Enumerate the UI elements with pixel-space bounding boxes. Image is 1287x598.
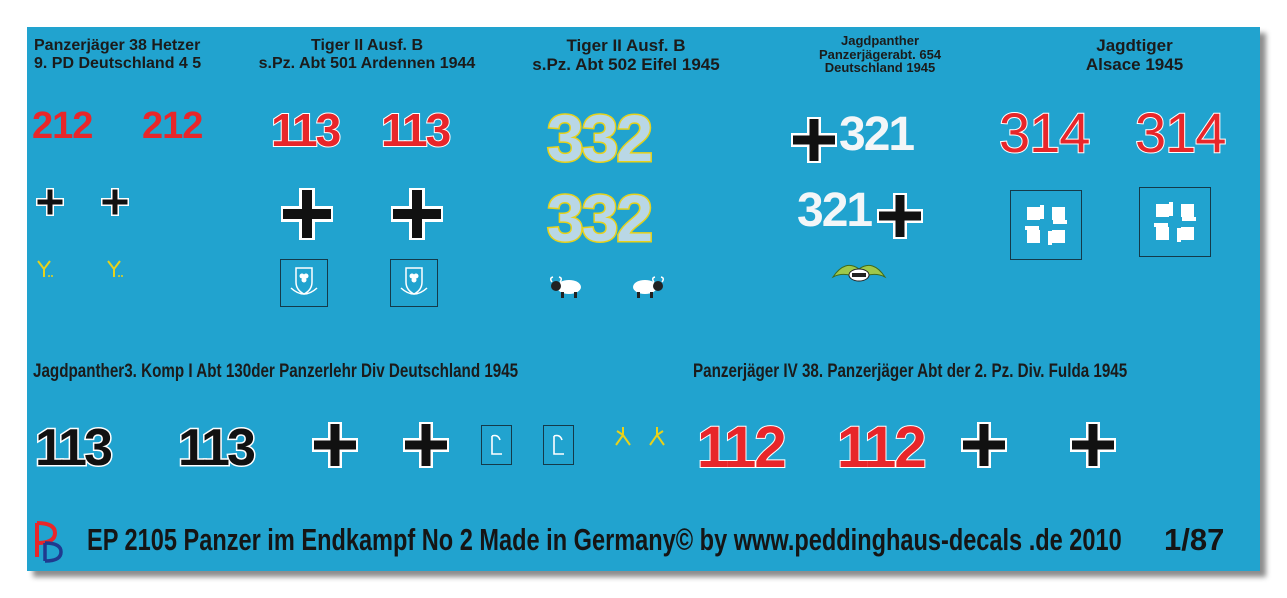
balkenkreuz-icon xyxy=(312,422,358,468)
scale-label: 1/87 xyxy=(1164,522,1225,557)
rune-emblem-icon xyxy=(613,425,633,447)
balkenkreuz-outline-icon xyxy=(1010,190,1082,260)
jagdpanther654-title: Jagdpanther xyxy=(840,33,919,48)
tiger502-subtitle: s.Pz. Abt 502 Eifel 1945 xyxy=(532,55,720,75)
hetzer-number-2: 212 xyxy=(142,105,203,147)
oakleaf-emblem-icon xyxy=(827,257,891,291)
balkenkreuz-icon xyxy=(1070,422,1116,468)
buffalo-emblem-icon xyxy=(547,275,587,299)
jagdtiger-subtitle: Alsace 1945 xyxy=(1085,55,1184,75)
footer-text: EP 2105 Panzer im Endkampf No 2 Made in Germany© by www.peddinghaus-decals .de 2010 xyxy=(87,522,1122,557)
buffalo-emblem-icon xyxy=(627,275,667,299)
decal-sheet xyxy=(27,27,1260,571)
panzerjaeger-iv-caption: Panzerjäger IV 38. Panzerjäger Abt der 2. Pz. Div. Fulda 1945 xyxy=(693,361,1128,382)
jagdtiger-heading xyxy=(1027,36,1242,74)
balkenkreuz-outline-icon xyxy=(1139,187,1211,257)
hetzer-heading xyxy=(34,37,201,73)
tiger502-title: Tiger II Ausf. B xyxy=(566,36,686,55)
jagdpanther130-caption: Jagdpanther3. Komp I Abt 130der Panzerlehr Div Deutschland 1945 xyxy=(33,361,519,382)
jagdtiger-number-2: 314 xyxy=(1135,101,1226,164)
rune-emblem-icon xyxy=(543,425,574,465)
jagdpanther654-unit: Panzerjägerabt. 654 xyxy=(818,46,942,62)
rune-emblem-icon xyxy=(481,425,512,465)
pd-logo xyxy=(31,517,67,565)
panzerjaeger-iv-number-2: 112 xyxy=(837,415,925,480)
tiger501-number-2: 113 xyxy=(381,104,450,156)
hetzer-title: Panzerjäger 38 Hetzer xyxy=(34,37,201,54)
tiger501-number-1: 113 xyxy=(271,104,340,156)
jagdtiger-title: Jagdtiger xyxy=(1096,36,1173,55)
balkenkreuz-icon xyxy=(101,188,129,216)
jagdpanther130-number-2: 113 xyxy=(178,419,253,477)
jagdpanther654-number-2: 321 xyxy=(797,184,872,237)
tiger501-title: Tiger II Ausf. B xyxy=(310,37,423,54)
division-emblem-icon xyxy=(280,259,328,307)
jagdpanther130-number-1: 113 xyxy=(35,419,110,477)
balkenkreuz-icon xyxy=(36,188,64,216)
jagdpanther654-location: Deutschland 1945 xyxy=(824,60,936,76)
jagdtiger-number-1: 314 xyxy=(999,101,1090,164)
tiger501-subtitle: s.Pz. Abt 501 Ardennen 1944 xyxy=(258,54,476,72)
jagdpanther654-number-1: 321 xyxy=(839,108,914,161)
rune-emblem-icon xyxy=(106,259,126,279)
rune-emblem-icon xyxy=(36,259,56,279)
balkenkreuz-icon xyxy=(281,188,333,240)
tiger501-heading xyxy=(242,37,492,73)
balkenkreuz-icon xyxy=(391,188,443,240)
hetzer-number-1: 212 xyxy=(32,105,93,147)
rune-emblem-icon xyxy=(647,425,667,447)
hetzer-subtitle: 9. PD Deutschland 4 5 xyxy=(34,54,202,72)
balkenkreuz-icon xyxy=(403,422,449,468)
tiger502-number-1: 332 xyxy=(547,101,652,175)
balkenkreuz-icon xyxy=(877,193,923,239)
balkenkreuz-icon xyxy=(961,422,1007,468)
tiger502-number-2: 332 xyxy=(547,181,652,255)
balkenkreuz-icon xyxy=(791,117,837,163)
jagdpanther654-heading xyxy=(765,34,995,75)
division-emblem-icon xyxy=(390,259,438,307)
tiger502-heading xyxy=(501,36,751,74)
panzerjaeger-iv-number-1: 112 xyxy=(697,415,785,480)
